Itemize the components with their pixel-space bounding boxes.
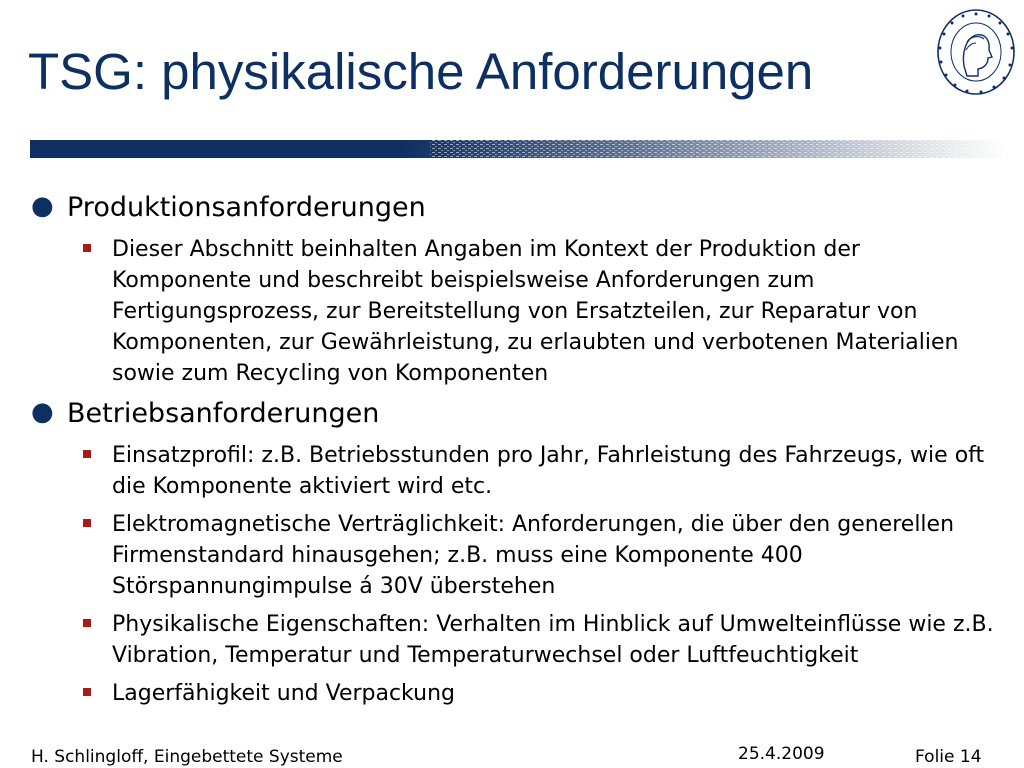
square-bullet-icon — [83, 244, 91, 252]
list-item: Physikalische Eigenschaften: Verhalten im Hinblick auf Umwelteinflüsse wie z.B. Vibration, Temperatur und Temperaturwechsel oder Luftfeuchtigkeit — [0, 609, 1024, 671]
list-item: Elektromagnetische Verträglichkeit: Anforderungen, die über den generellen Firmenstandard hinausgehen; z.B. muss eine Komponente 400 Störspannungimpulse á 30V überstehen — [0, 509, 1024, 602]
list-item: Dieser Abschnitt beinhalten Angaben im Kontext der Produktion der Komponente und beschreibt beispielsweise Anforderungen zum Fertigungsprozess, zur Bereitstellung von Ersatzteilen, zur Reparatur von Komponenten, zur Gewährleistung, zu erlaubten und verbotenen Materialien sowie zum Recycling von Komponenten — [0, 234, 1024, 389]
title-divider-bar — [30, 140, 1006, 158]
section-heading-production: ● Produktionsanforderungen — [31, 191, 426, 223]
slide-body — [0, 190, 1024, 716]
square-bullet-icon — [83, 519, 91, 527]
university-seal-logo — [934, 6, 1018, 98]
footer-author: H. Schlingloff, Eingebettete Systeme — [31, 747, 343, 767]
square-bullet-icon — [83, 450, 91, 458]
footer-page-number: Folie 14 — [915, 747, 982, 767]
square-bullet-icon — [83, 688, 91, 696]
slide-title: TSG: physikalische Anforderungen — [28, 43, 814, 100]
list-item: Einsatzprofil: z.B. Betriebsstunden pro Jahr, Fahrleistung des Fahrzeugs, wie oft die Komponente aktiviert wird etc. — [0, 440, 1024, 502]
square-bullet-icon — [83, 619, 91, 627]
list-item: Lagerfähigkeit und Verpackung — [0, 678, 1024, 709]
round-bullet-icon: ● — [31, 191, 54, 221]
round-bullet-icon: ● — [31, 397, 54, 427]
section-heading-operation: ● Betriebsanforderungen — [31, 397, 380, 429]
footer-date: 25.4.2009 — [738, 744, 825, 764]
